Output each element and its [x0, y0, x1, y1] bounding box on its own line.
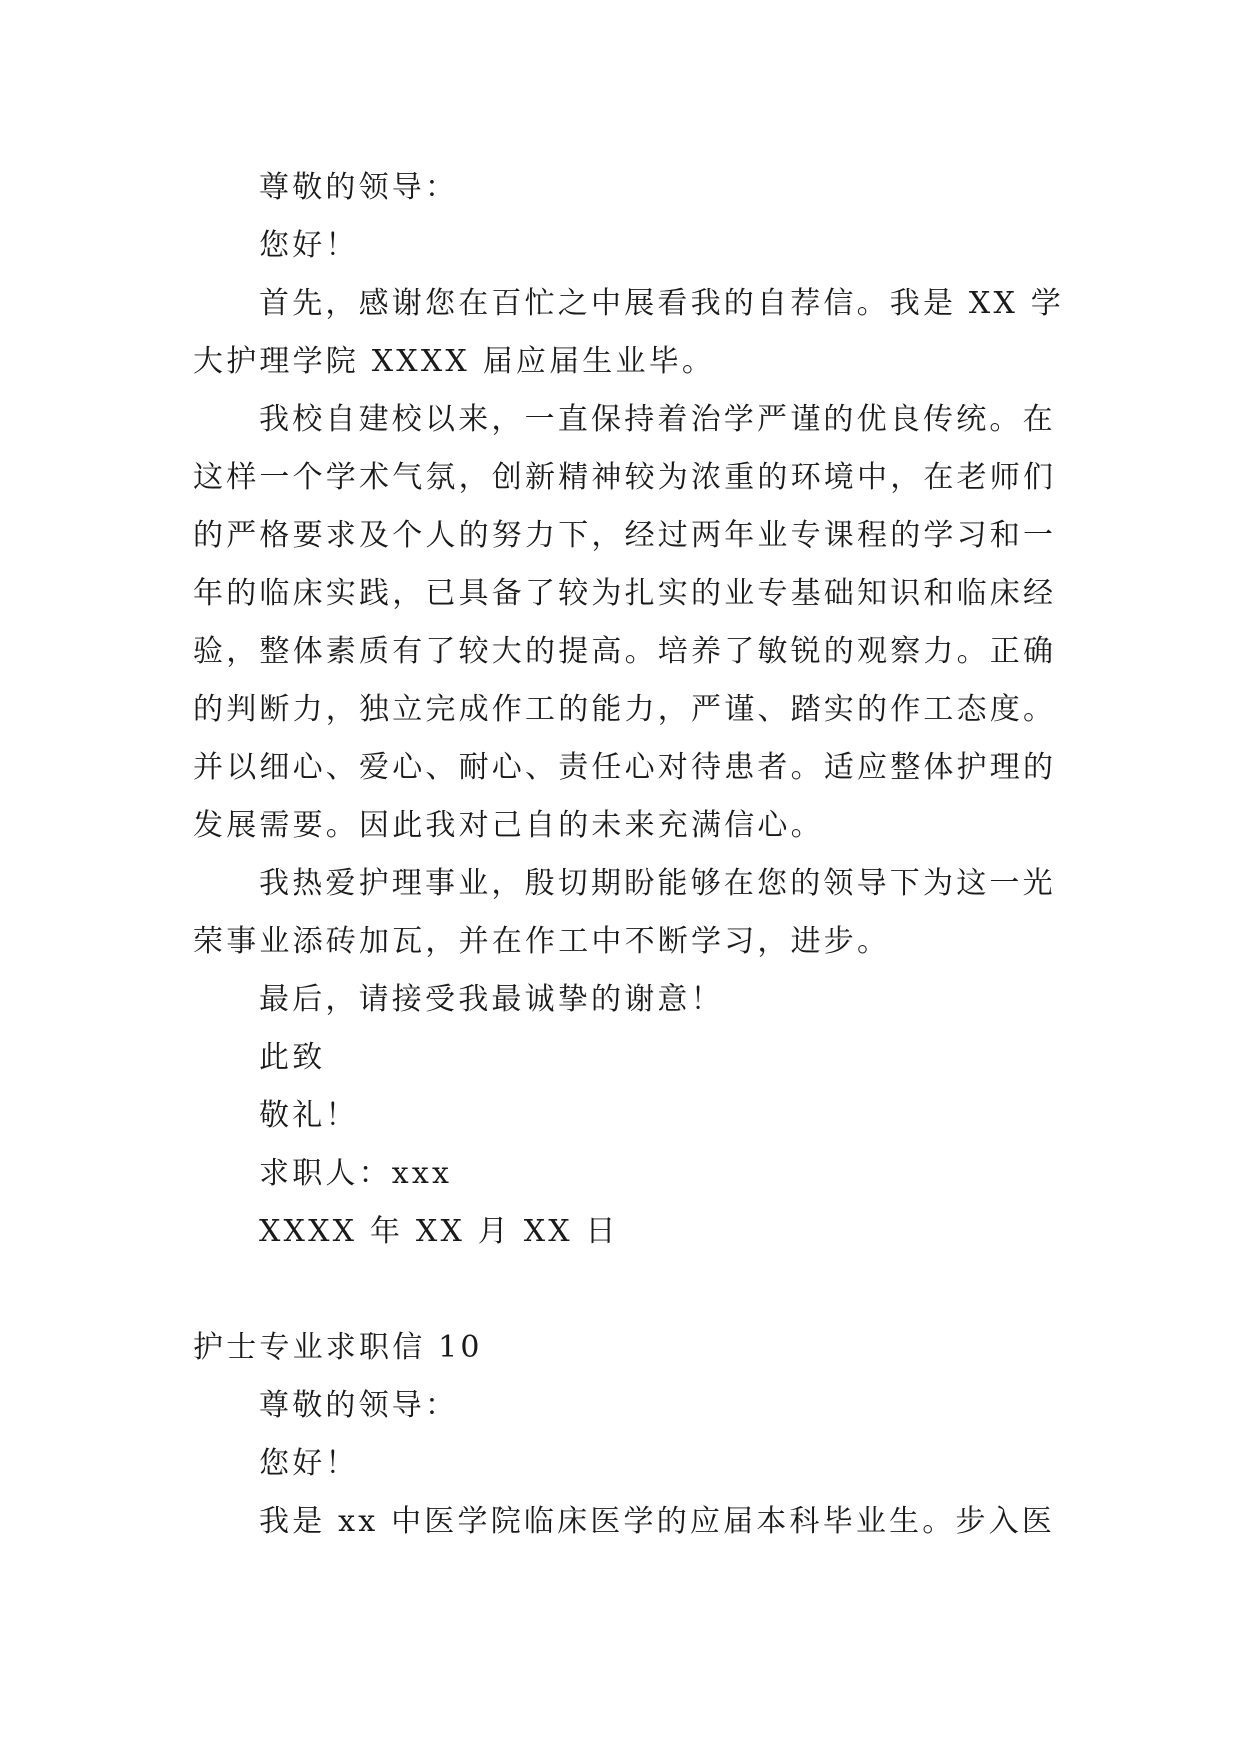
letter1-signature: 求职人：xxx — [259, 1156, 453, 1191]
letter1-paragraph4: 最后，请接受我最诚挚的谢意！ — [259, 982, 724, 1017]
letter1-paragraph2-line6: 的判断力，独立完成作工的能力，严谨、踏实的作工态度。 — [193, 692, 1057, 727]
letter2-greeting: 尊敬的领导： — [259, 1388, 459, 1423]
letter1-paragraph3-line2: 荣事业添砖加瓦，并在作工中不断学习，进步。 — [193, 924, 891, 959]
letter1-greeting: 尊敬的领导： — [259, 170, 459, 205]
letter2-paragraph1-line1: 我是 xx 中医学院临床医学的应届本科毕业生。步入医 — [259, 1504, 1056, 1539]
letter1-paragraph1-line2: 大护理学院 XXXX 届应届生业毕。 — [193, 344, 716, 379]
letter1-paragraph2-line3: 的严格要求及个人的努力下，经过两年业专课程的学习和一 — [193, 518, 1057, 553]
letter1-paragraph2-line1: 我校自建校以来，一直保持着治学严谨的优良传统。在 — [259, 402, 1056, 437]
letter1-paragraph1-line1: 首先，感谢您在百忙之中展看我的自荐信。我是 XX 学 — [259, 286, 1064, 321]
letter1-date: XXXX 年 XX 月 XX 日 — [259, 1214, 619, 1249]
letter1-paragraph2-line5: 验，整体素质有了较大的提高。培养了敏锐的观察力。正确 — [193, 634, 1057, 669]
letter2-hello: 您好！ — [259, 1446, 359, 1481]
letter1-paragraph2-line7: 并以细心、爱心、耐心、责任心对待患者。适应整体护理的 — [193, 750, 1057, 785]
letter1-closing-1: 此致 — [259, 1040, 326, 1075]
letter1-closing-2: 敬礼！ — [259, 1098, 359, 1133]
letter1-paragraph3-line1: 我热爱护理事业，殷切期盼能够在您的领导下为这一光 — [259, 866, 1056, 901]
section-title: 护士专业求职信 10 — [193, 1330, 483, 1365]
letter1-paragraph2-line4: 年的临床实践，已具备了较为扎实的业专基础知识和临床经 — [193, 576, 1057, 611]
letter1-hello: 您好！ — [259, 228, 359, 263]
letter1-paragraph2-line8: 发展需要。因此我对己自的未来充满信心。 — [193, 808, 824, 843]
letter1-paragraph2-line2: 这样一个学术气氛，创新精神较为浓重的环境中，在老师们 — [193, 460, 1057, 495]
